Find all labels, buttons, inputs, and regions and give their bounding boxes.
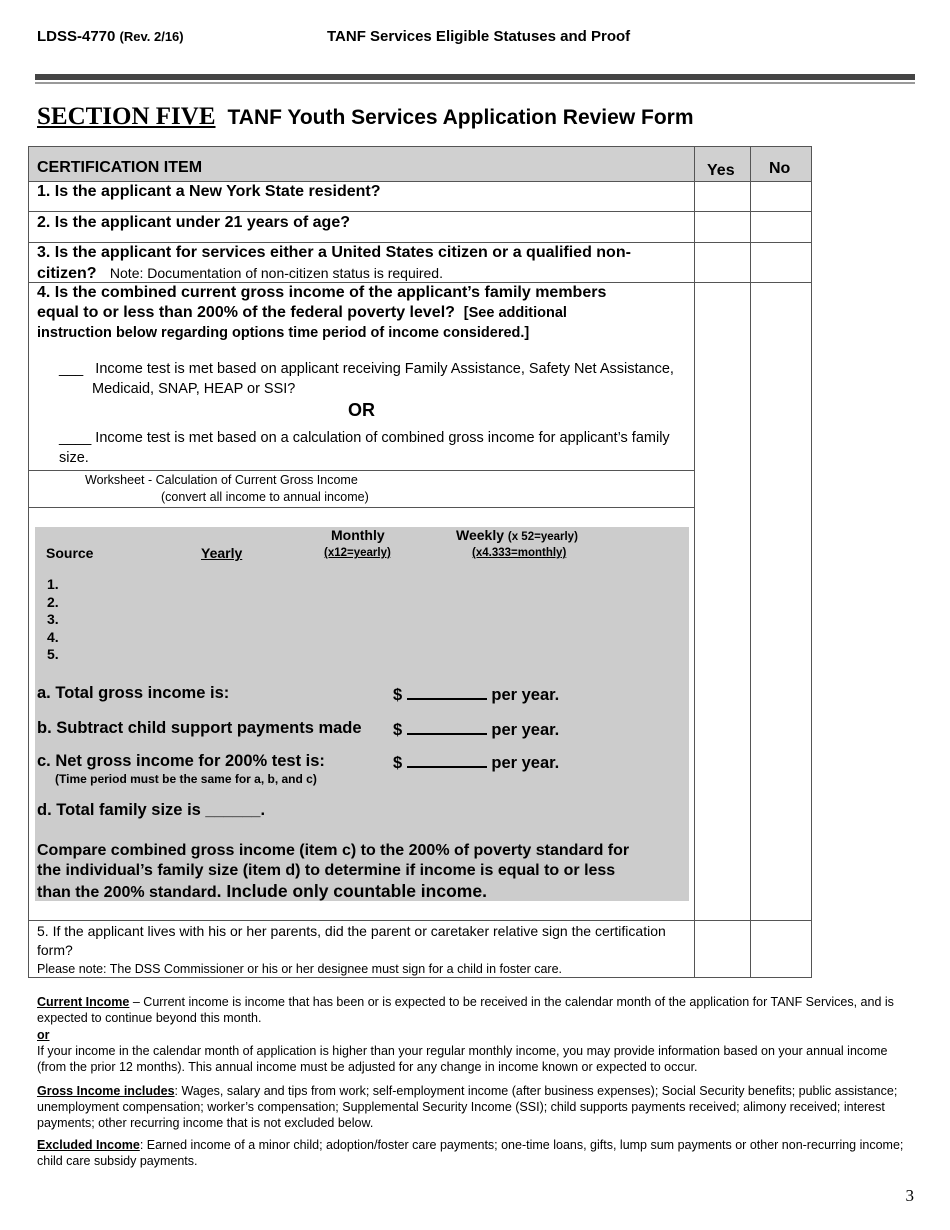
ws-col-source: Source [46, 545, 94, 561]
col-header-no: No [769, 160, 791, 177]
definition-excluded-income: Excluded Income: Earned income of a minor child; adoption/foster care payments; one-time loans, gifts, lump sum payments or other non-recurring income; child care subsidy payments. [37, 1138, 904, 1168]
ws-row: 1. [47, 576, 59, 592]
header-rule [35, 74, 915, 80]
question-1: 1. Is the applicant a New York State resident? [37, 183, 381, 200]
ws-col-weekly-sub: (x4.333=monthly) [472, 547, 567, 559]
definition-or: or [37, 1028, 50, 1042]
definition-gross-income: Gross Income includes: Wages, salary and tips from work; self-employment income (after business expenses); Social Security benefits; public assistance; unemployment compensation; worker’s compensation; Supplemental Security Income (SSI); child supports payments received; alimony received; interest payments; other recurring income that is not excluded below. [37, 1084, 898, 1130]
ws-row: 2. [47, 593, 59, 610]
section-heading: TANF Youth Services Application Review Form [227, 106, 694, 129]
section-title [37, 103, 694, 131]
question-4: 4. Is the combined current gross income of the applicant’s family members equal to or less than 200% of the federal poverty level? [See additional instruction below regarding options time period of income considered.] [37, 284, 607, 341]
total-c-input[interactable] [407, 752, 487, 768]
or-divider: OR [348, 400, 375, 420]
page-number: 3 [905, 1186, 914, 1205]
total-b-field: $ per year. [393, 721, 560, 739]
ws-col-monthly-sub: (x12=yearly) [324, 547, 391, 559]
ws-row: 5. [47, 646, 59, 662]
ws-row: 3. [47, 611, 59, 627]
form-id: LDSS-4770 (Rev. 2/16) [37, 28, 184, 45]
definition-alternate: If your income in the calendar month of application is higher than your regular monthly income, you may provide information based on your annual income (from the prior 12 months). This annual income must be adjusted for any change in income known or expected to occur. [37, 1044, 888, 1074]
form-revision: (Rev. 2/16) [119, 29, 184, 44]
ws-row-list [47, 576, 59, 664]
total-a-field: $ per year. [393, 686, 560, 704]
total-a-input[interactable] [407, 684, 487, 700]
worksheet-subtitle: (convert all income to annual income) [161, 490, 369, 504]
ws-col-weekly: Weekly (x 52=yearly) [456, 527, 578, 543]
ws-col-monthly: Monthly [331, 527, 385, 543]
question-3: 3. Is the applicant for services either a United States citizen or a qualified non-citizen? Note: Documentation of non-citizen status is required. [37, 244, 631, 282]
option-2-blank[interactable]: ____ [59, 430, 92, 446]
header-rule-thin [35, 82, 915, 84]
definition-current-income: Current Income – Current income is income that has been or is expected to be received in the calendar month of the application for TANF Services, and is expected to continue beyond this month. [37, 995, 894, 1025]
col-header-item: CERTIFICATION ITEM [37, 159, 203, 176]
ws-row: 4. [47, 628, 59, 645]
question-5: 5. If the applicant lives with his or her parents, did the parent or caretaker relative sign the certification form? Please note: The DSS Commissioner or his or her designee must sign for a child in foster care. [37, 922, 689, 979]
total-d-label: d. Total family size is ______. [37, 801, 266, 819]
col-header-yes: Yes [707, 162, 735, 179]
question-5-note: Please note: The DSS Commissioner or his or her designee must sign for a child in foster care. [37, 962, 563, 976]
option-1-blank[interactable]: ___ [59, 361, 84, 377]
income-option-2: ____ Income test is met based on a calculation of combined gross income for applicant’s family size. [59, 430, 670, 466]
total-c-note: (Time period must be the same for a, b, and c) [55, 772, 317, 786]
header-title: TANF Services Eligible Statuses and Proof [327, 28, 631, 45]
compare-instruction: Compare combined gross income (item c) to the 200% of poverty standard for the individual’s family size (item d) to determine if income is equal to or less than the 200% standard. Include only countable income. [37, 842, 630, 901]
question-2: 2. Is the applicant under 21 years of age? [37, 214, 350, 231]
ws-col-yearly: Yearly [201, 545, 243, 561]
total-c-field: $ per year. [393, 754, 560, 772]
section-label: SECTION FIVE [37, 103, 216, 130]
income-option-1: ___ Income test is met based on applicant receiving Family Assistance, Safety Net Assistance, Medicaid, SNAP, HEAP or SSI? [59, 361, 674, 397]
question-3-note: Note: Documentation of non-citizen status is required. [109, 265, 443, 281]
col-divider-no [750, 147, 751, 977]
total-a-label: a. Total gross income is: [37, 684, 230, 702]
total-c-label: c. Net gross income for 200% test is: [37, 752, 325, 770]
col-divider-yes [694, 147, 695, 977]
certification-table [28, 146, 812, 978]
total-b-label: b. Subtract child support payments made [37, 719, 362, 737]
worksheet-title: Worksheet - Calculation of Current Gross Income [85, 473, 358, 487]
total-b-input[interactable] [407, 719, 487, 735]
